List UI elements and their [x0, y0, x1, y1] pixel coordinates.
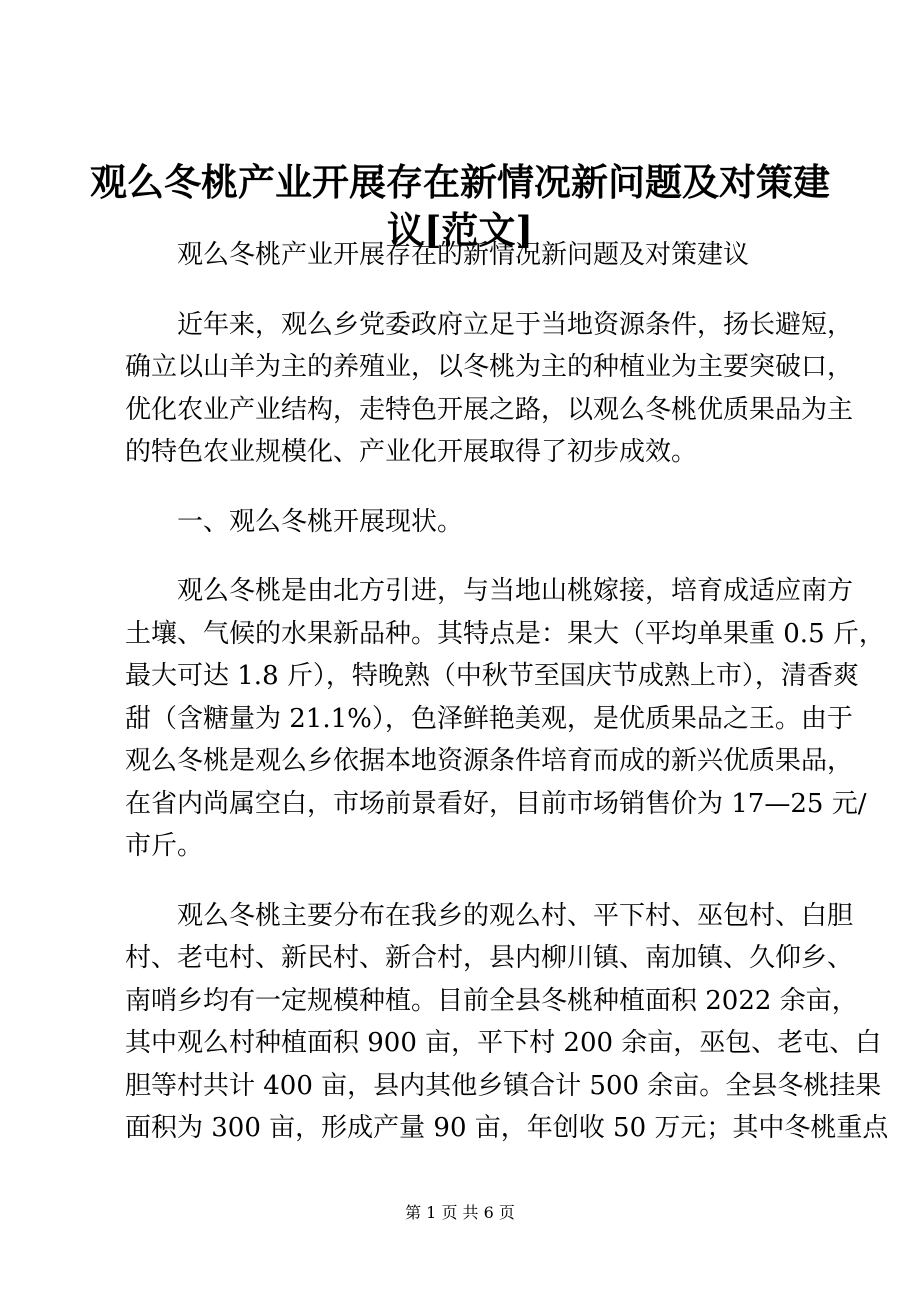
- text-line: 胆等村共计 400 亩，县内其他乡镇合计 500 余亩。全县冬桃挂果: [125, 1070, 882, 1101]
- text-line: 市斤。: [125, 831, 204, 861]
- text-line: 一、观么冬桃开展现状。: [177, 506, 464, 537]
- paragraph: [125, 570, 885, 868]
- text-line: 甜（含糖量为 21.1%），色泽鲜艳美观，是优质果品之王。由于: [125, 703, 853, 734]
- text-line: 观么冬桃是观么乡依据本地资源条件培育而成的新兴优质果品，: [125, 746, 854, 776]
- text-line: 在省内尚属空白，市场前景看好，目前市场销售价为 17—25 元/: [125, 788, 867, 819]
- title-line: 议[范文]: [386, 208, 533, 252]
- text-line: 南哨乡均有一定规模种植。目前全县冬桃种植面积 2022 余亩，: [125, 985, 858, 1016]
- text-line: 观么冬桃主要分布在我乡的观么村、平下村、巫包村、白胆: [177, 900, 854, 931]
- title-line: 观么冬桃产业开展存在新情况新问题及对策建: [90, 160, 830, 204]
- text-line: 土壤、气候的水果新品种。其特点是：果大（平均单果重 0.5 斤，: [125, 618, 885, 649]
- text-line: 近年来，观么乡党委政府立足于当地资源条件，扬长避短，: [177, 309, 854, 340]
- paragraph: [125, 501, 797, 544]
- paragraph: [125, 234, 797, 277]
- document-body: [125, 234, 889, 1177]
- text-line: 的特色农业规模化、产业化开展取得了初步成效。: [125, 437, 698, 467]
- page-footer: 第 1 页 共 6 页: [405, 1203, 515, 1222]
- text-line: 优化农业产业结构，走特色开展之路，以观么冬桃优质果品为主: [125, 394, 854, 425]
- paragraph: [125, 895, 889, 1150]
- paragraph: [125, 304, 854, 474]
- text-line: 观么冬桃产业开展存在的新情况新问题及对策建议: [177, 240, 750, 270]
- text-line: 观么冬桃是由北方引进，与当地山桃嫁接，培育成适应南方: [177, 576, 854, 606]
- text-line: 其中观么村种植面积 900 亩，平下村 200 余亩，巫包、老屯、白: [125, 1028, 882, 1058]
- text-line: 确立以山羊为主的养殖业，以冬桃为主的种植业为主要突破口，: [125, 352, 854, 382]
- text-line: 面积为 300 亩，形成产量 90 亩，年创收 50 万元；其中冬桃重点: [125, 1113, 889, 1143]
- text-line: 最大可达 1.8 斤），特晚熟（中秋节至国庆节成熟上市），清香爽: [125, 661, 859, 691]
- text-line: 村、老屯村、新民村、新合村，县内柳川镇、南加镇、久仰乡、: [125, 943, 854, 973]
